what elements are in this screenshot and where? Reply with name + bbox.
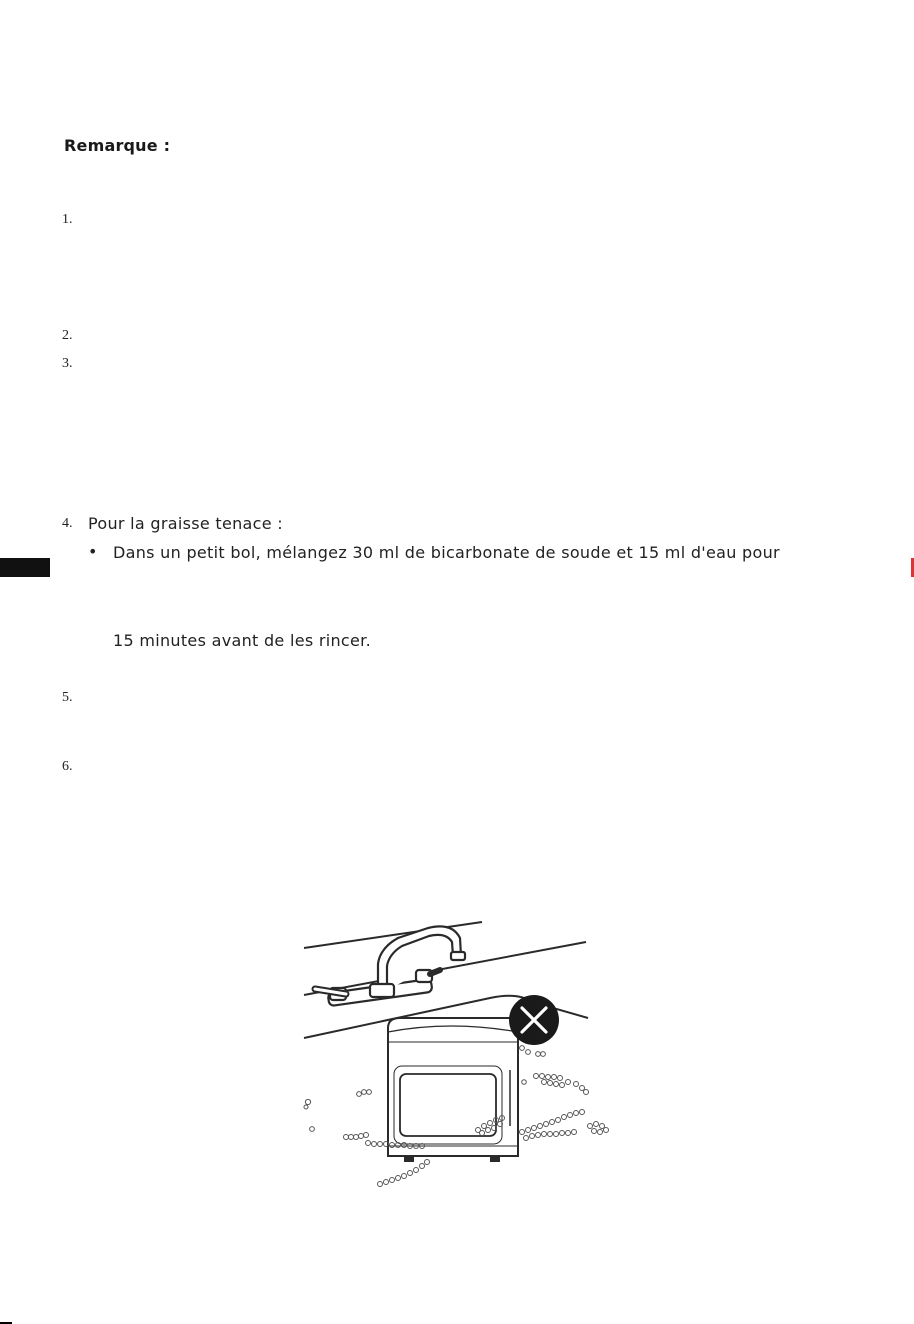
side-section-tab [0,558,50,577]
air-fryer-icon [388,1018,518,1162]
bullet-symbol: • [88,542,98,561]
note-heading: Remarque : [64,136,171,155]
sink-warning-illustration [300,910,620,1200]
step4-bullet-line1: Dans un petit bol, mélangez 30 ml de bicarbonate de soude et 15 ml d'eau pour [113,543,780,562]
step4-bullet-line-end: 15 minutes avant de les rincer. [113,631,371,650]
item-number-5: 5. [62,690,73,705]
item-number-6: 6. [62,759,73,774]
faucet-icon [315,926,465,1006]
item-number-4: 4. [62,516,73,531]
item-number-1: 1. [62,212,73,227]
item-number-2: 2. [62,328,73,343]
cross-circle-icon [509,995,559,1045]
step4-title: Pour la graisse tenace : [88,514,283,533]
item-number-3: 3. [62,356,73,371]
